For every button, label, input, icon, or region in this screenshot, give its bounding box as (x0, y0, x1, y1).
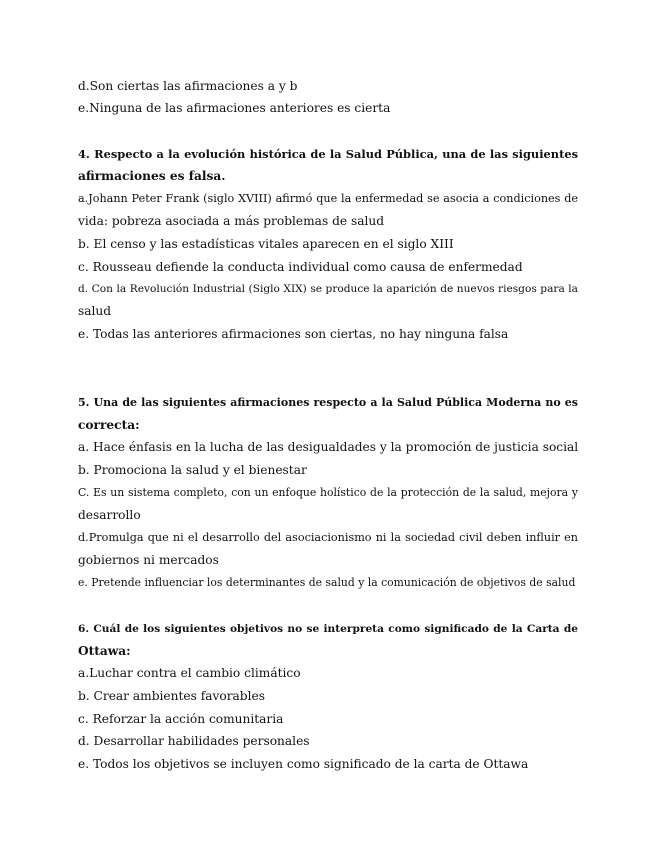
option-5b: b. Promociona la salud y el bienestar (78, 463, 307, 477)
option-4d-line-2: salud (78, 304, 112, 318)
question-4-stem-line-1: 4. Respecto a la evolución histórica de la Salud Pública, una de las siguientes (78, 147, 578, 161)
option-3d: d.Son ciertas las afirmaciones a y b (78, 79, 298, 93)
question-6-stem-line-2: Ottawa: (78, 644, 131, 658)
question-5-stem-line-2: correcta: (78, 418, 140, 432)
option-4b: b. El censo y las estadísticas vitales aparecen en el siglo XIII (78, 237, 454, 251)
option-4d-line-1: d. Con la Revolución Industrial (Siglo XIX) se produce la aparición de nuevos riesgos para la (78, 283, 578, 295)
option-5a: a. Hace énfasis en la lucha de las desigualdades y la promoción de justicia social (78, 440, 579, 454)
question-5-stem-line-1: 5. Una de las siguientes afirmaciones respecto a la Salud Pública Moderna no es (78, 396, 578, 409)
question-4-stem-line-2: afirmaciones es falsa. (78, 169, 226, 183)
option-6c: c. Reforzar la acción comunitaria (78, 712, 284, 726)
option-4e: e. Todas las anteriores afirmaciones son ciertas, no hay ninguna falsa (78, 327, 509, 341)
option-6a: a.Luchar contra el cambio climático (78, 666, 301, 680)
option-4c: c. Rousseau defiende la conducta individual como causa de enfermedad (78, 260, 523, 274)
option-4a-line-1: a.Johann Peter Frank (siglo XVIII) afirmó que la enfermedad se asocia a condiciones de (78, 192, 578, 205)
option-3e: e.Ninguna de las afirmaciones anteriores es cierta (78, 101, 391, 115)
option-6d: d. Desarrollar habilidades personales (78, 734, 310, 748)
option-5d-line-1: d.Promulga que ni el desarrollo del asociacionismo ni la sociedad civil deben influir en (78, 531, 578, 544)
option-6b: b. Crear ambientes favorables (78, 689, 265, 703)
question-6-stem-line-1: 6. Cuál de los siguientes objetivos no se interpreta como significado de la Carta de (78, 623, 578, 635)
option-5d-line-2: gobiernos ni mercados (78, 553, 219, 567)
option-6e: e. Todos los objetivos se incluyen como significado de la carta de Ottawa (78, 757, 529, 771)
option-5e: e. Pretende influenciar los determinantes de salud y la comunicación de objetivos de salud (78, 576, 576, 589)
option-4a-line-2: vida: pobreza asociada a más problemas de salud (78, 214, 385, 228)
option-5c-line-2: desarrollo (78, 508, 141, 522)
option-5c-line-1: C. Es un sistema completo, con un enfoque holístico de la protección de la salud, mejora y (78, 486, 578, 499)
